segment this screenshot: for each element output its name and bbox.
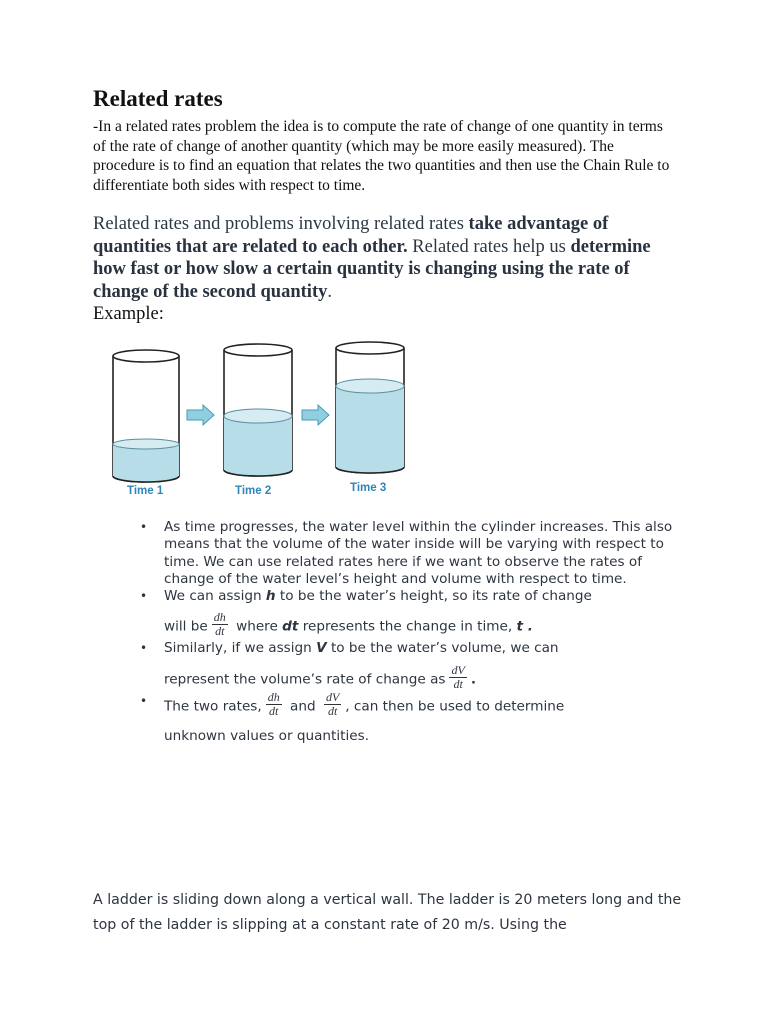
intro-paragraph: -In a related rates problem the idea is to compute the rate of change of one quantity in terms of the rate of change of another quantity (which may be more easily measured). The procedure is to find an equation that relates the two quantities and then use the Chain Rule to differentiate both sides with respect to time. [93,118,670,194]
bullet-4-text-b: and [285,698,320,715]
bullet-2-text-a: We can assign [164,588,266,605]
list-item [140,689,685,745]
caption-time-2: Time 2 [235,485,272,497]
fraction-num: dV [451,662,465,677]
page-title: Related rates [93,86,223,111]
fraction-den: dt [453,676,463,691]
arrow-icon [302,405,329,425]
bullet-3-period: . [470,671,476,688]
ladder-problem-paragraph: A ladder is sliding down along a vertical wall. The ladder is 20 meters long and the top of the ladder is slipping at a constant rate of 20 m/s. Using the [93,892,682,933]
bullet-2-text-d: where [231,618,283,635]
bullet-3-text-a: Similarly, if we assign [164,640,317,657]
var-v: V [316,640,327,657]
lead-paragraph [93,213,683,303]
cylinder-time-1 [113,350,179,482]
fraction-den: dt [269,703,279,718]
lead-bold-1: take advantage of quantities that are related to each other. [93,214,609,257]
bullet-4-text-a: The two rates, [164,698,262,715]
lead-text-2: Related rates help us [407,236,571,257]
arrow-icon [187,405,214,425]
fraction-dh-dt [266,691,282,718]
fraction-den: dt [215,624,225,639]
bullet-1-text: As time progresses, the water level within the cylinder increases. This also means that the volume of the water inside will be varying with respect to time. We can use related rates here if we want to observe the rates of change of the water level’s height and volume with respect to time. [164,519,673,587]
caption-time-1: Time 1 [127,485,164,497]
bullet-4-text-c: , can then be used to determine [345,698,565,715]
fraction-den: dt [327,703,338,718]
cylinder-figure [105,336,415,501]
cylinder-time-3 [336,342,404,473]
lead-bold-2: determine how fast or how slow a certain quantity is changing using the rate of change of the second quantity [93,236,651,302]
lead-text-1: Related rates and problems involving related rates [93,214,469,234]
list-item [140,640,685,692]
bullet-list [140,519,685,745]
fraction-dv-dt [449,664,466,691]
fraction-dv-dt [324,691,341,718]
bullet-3-text-b: to be the water’s volume, we can [326,640,559,657]
bullet-3-text-c: represent the volume’s rate of change as [164,671,446,688]
fraction-num: dh [267,689,280,704]
example-label: Example: [93,304,164,324]
bullet-2-text-e: represents the change in time, [298,618,517,635]
lead-text-3: . [327,281,332,302]
var-t: t . [516,618,533,635]
var-dt: dt [282,618,299,635]
var-h: h [265,588,276,605]
fraction-dh-dt [212,611,228,638]
bullet-4-text-d: unknown values or quantities. [164,727,370,744]
fraction-num: dh [213,610,226,625]
bullet-2-text-b: to be the water’s height, so its rate of change [275,588,592,605]
list-item [140,519,685,588]
bullet-2-text-c: will be [164,618,208,635]
cylinder-time-2 [224,344,292,476]
caption-time-3: Time 3 [350,482,387,494]
list-item [140,588,685,640]
fraction-num: dV [325,689,340,704]
